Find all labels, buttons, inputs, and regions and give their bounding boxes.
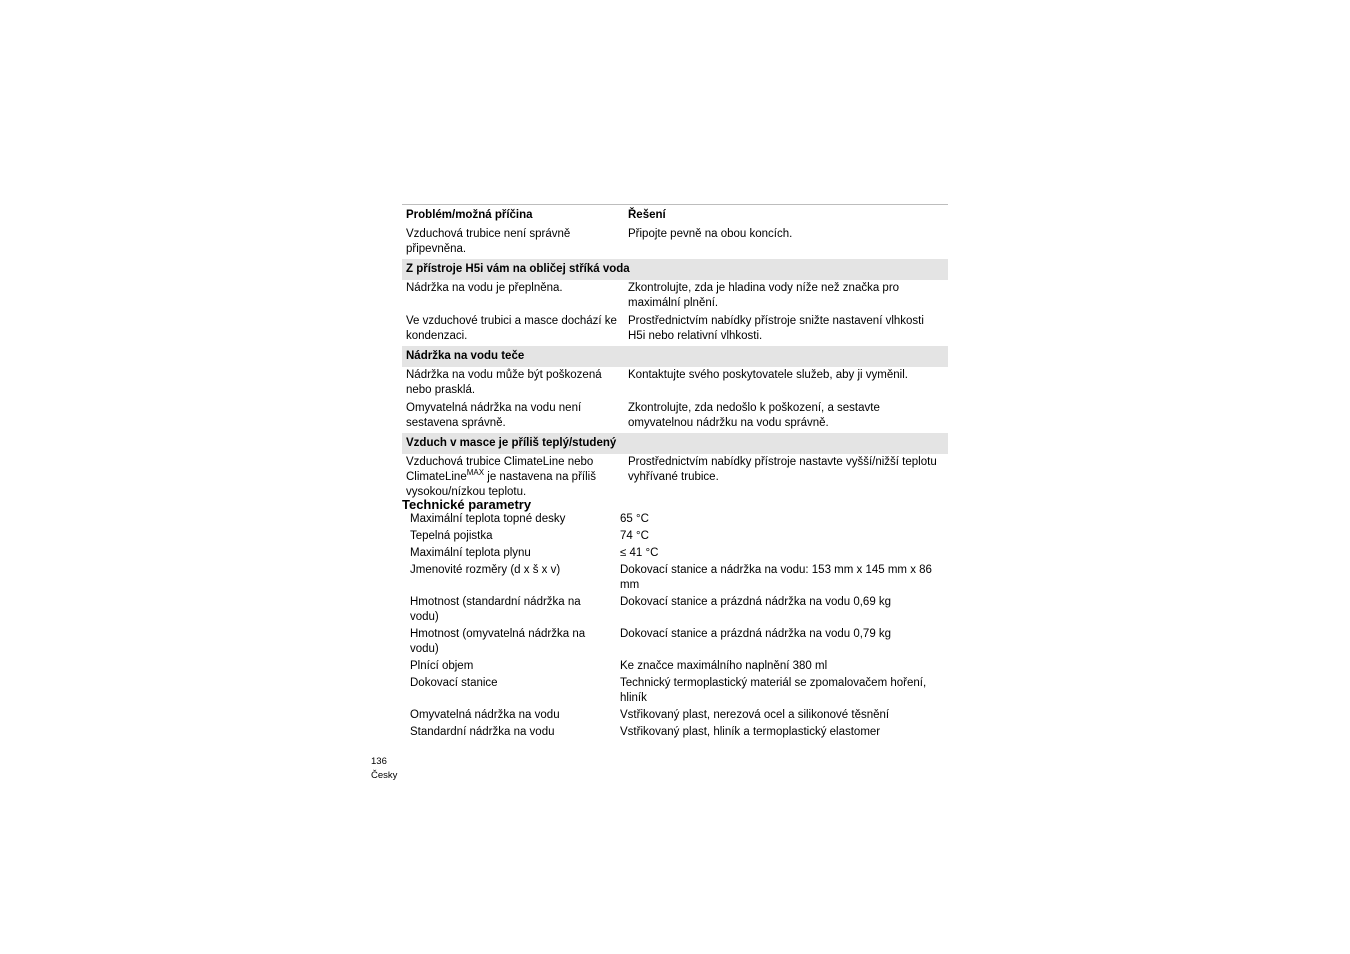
table-row	[402, 400, 948, 433]
problem-cell: Vzduchová trubice není správně připevněna.	[406, 228, 571, 255]
page-number: 136	[371, 756, 387, 767]
table-header-row	[402, 205, 948, 227]
spec-value: Ke značce maximálního naplnění 380 ml	[620, 660, 828, 672]
problem-cell	[402, 454, 624, 502]
solution-cell: Kontaktujte svého poskytovatele služeb, aby ji vyměnil.	[628, 369, 908, 381]
spec-section-title: Technické parametry	[402, 497, 532, 512]
problem-cell: Nádržka na vodu je přeplněna.	[406, 282, 563, 294]
problem-text: je nastavena na příliš vysokou/nízkou teplotu.	[406, 471, 596, 498]
spec-row	[406, 512, 944, 529]
spec-row	[406, 563, 944, 595]
spec-label: Maximální teplota topné desky	[410, 513, 566, 525]
spec-value: Dokovací stanice a prázdná nádržka na vodu 0,79 kg	[620, 628, 892, 640]
spec-table	[406, 512, 944, 742]
table-row	[402, 367, 948, 400]
spec-value: Dokovací stanice a nádržka na vodu: 153 mm x 145 mm x 86 mm	[620, 564, 932, 591]
section-title: Vzduch v masce je příliš teplý/studený	[402, 433, 948, 454]
spec-row	[406, 595, 944, 627]
spec-value: Dokovací stanice a prázdná nádržka na vodu 0,69 kg	[620, 596, 892, 608]
header-problem: Problém/možná příčina	[406, 209, 533, 221]
table-row	[402, 226, 948, 259]
solution-cell: Prostřednictvím nabídky přístroje nastavte vyšší/nižší teplotu vyhřívané trubice.	[628, 456, 937, 483]
problem-cell: Omyvatelná nádržka na vodu není sestavena správně.	[406, 402, 582, 429]
troubleshooting-table	[402, 204, 948, 502]
spec-row	[406, 627, 944, 659]
spec-row	[406, 546, 944, 563]
problem-text: Vzduchová trubice ClimateLine nebo ClimateLine	[406, 456, 594, 483]
solution-cell: Připojte pevně na obou koncích.	[628, 228, 793, 240]
spec-label: Plnící objem	[410, 660, 474, 672]
spec-row	[406, 676, 944, 708]
solution-cell: Zkontrolujte, zda je hladina vody níže než značka pro maximální plnění.	[628, 282, 900, 309]
spec-row	[406, 725, 944, 742]
solution-cell: Zkontrolujte, zda nedošlo k poškození, a sestavte omyvatelnou nádržku na vodu správně.	[628, 402, 880, 429]
header-solution: Řešení	[628, 209, 666, 221]
problem-cell: Ve vzduchové trubici a masce dochází ke kondenzaci.	[406, 315, 617, 342]
spec-row	[406, 529, 944, 546]
spec-row	[406, 708, 944, 725]
section-title: Nádržka na vodu teče	[402, 346, 948, 367]
language-label: Česky	[371, 770, 398, 781]
table-row	[402, 280, 948, 313]
spec-label: Standardní nádržka na vodu	[410, 726, 555, 738]
spec-label: Hmotnost (omyvatelná nádržka na vodu)	[410, 628, 586, 655]
spec-row	[406, 659, 944, 676]
spec-value: Technický termoplastický materiál se zpomalovačem hoření, hliník	[620, 677, 927, 704]
spec-label: Tepelná pojistka	[410, 530, 493, 542]
spec-label: Jmenovité rozměry (d x š x v)	[410, 564, 561, 576]
spec-label: Dokovací stanice	[410, 677, 498, 689]
superscript-max: MAX	[466, 468, 485, 477]
section-title: Z přístroje H5i vám na obličej stříká voda	[402, 259, 948, 280]
problem-cell: Nádržka na vodu může být poškozená nebo prasklá.	[406, 369, 602, 396]
solution-cell: Prostřednictvím nabídky přístroje snižte nastavení vlhkosti H5i nebo relativní vlhkosti.	[628, 315, 924, 342]
table-row	[402, 454, 948, 502]
spec-value: 65 °C	[620, 513, 649, 525]
section-header	[402, 259, 948, 280]
spec-label: Omyvatelná nádržka na vodu	[410, 709, 560, 721]
spec-value: Vstřikovaný plast, hliník a termoplastický elastomer	[620, 726, 881, 738]
spec-value: ≤ 41 °C	[620, 547, 659, 559]
table-row	[402, 313, 948, 346]
section-header	[402, 433, 948, 454]
spec-value: 74 °C	[620, 530, 649, 542]
spec-label: Maximální teplota plynu	[410, 547, 531, 559]
spec-label: Hmotnost (standardní nádržka na vodu)	[410, 596, 581, 623]
section-header	[402, 346, 948, 367]
spec-value: Vstřikovaný plast, nerezová ocel a silikonové těsnění	[620, 709, 890, 721]
